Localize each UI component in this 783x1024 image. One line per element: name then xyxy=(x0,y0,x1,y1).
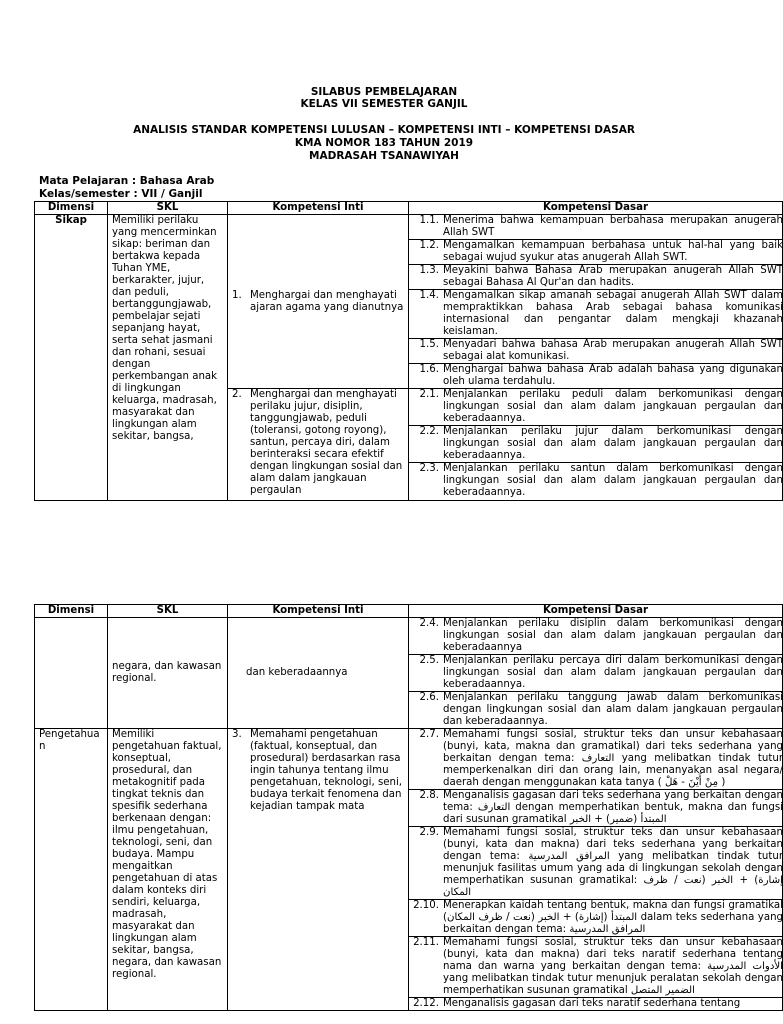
kd-number: 1.6. xyxy=(419,364,439,375)
ki-number: 1. xyxy=(232,289,242,301)
kd-number: 1.5. xyxy=(419,339,439,350)
kd-cell xyxy=(409,618,783,729)
col-ki: Kompetensi Inti xyxy=(228,202,409,215)
list-item xyxy=(409,290,782,339)
kd-number: 1.3. xyxy=(419,265,439,276)
kd-number: 1.1. xyxy=(419,215,439,226)
kd-text: Memahami fungsi sosial, struktur teks dan unsur kebahasaan (bunyi, kata dan makna) dari teks sederhana yang berkaitan dengan tema: المرافق المدرسية yang melibatkan tindak tutur menunjuk fasilitas umum yang ada di lingkungan sekolah dengan memperhatikan susunan gramatikal: إشارة) + الخبر (نعت / ظرف المكان xyxy=(443,827,783,898)
kd-text: Menjalankan perilaku santun dalam berkomunikasi dengan lingkungan sosial dan alam dalam jangkauan pergaulan dan keberadaannya. xyxy=(443,463,783,498)
kd-cell xyxy=(409,729,783,1011)
kd-text: Menghargai bahwa bahasa Arab adalah bahasa yang digunakan oleh ulama terdahulu. xyxy=(443,364,783,387)
kd-text: Meyakini bahwa Bahasa Arab merupakan anugerah Allah SWT sebagai Bahasa Al Qur'an dan hadits. xyxy=(443,265,783,288)
kd-cell xyxy=(409,215,783,389)
subject-label: Mata Pelajaran : Bahasa Arab xyxy=(39,175,215,187)
list-item xyxy=(409,426,782,463)
kd-cell xyxy=(409,389,783,501)
table-row xyxy=(35,215,783,389)
doc-regulation: KMA NOMOR 183 TAHUN 2019 xyxy=(294,137,474,149)
list-item xyxy=(409,655,782,692)
kd-number: 2.2. xyxy=(419,426,439,437)
list-item xyxy=(409,790,782,827)
kd-number: 2.10. xyxy=(413,900,439,911)
doc-school: MADRASAH TSANAWIYAH xyxy=(309,150,459,162)
kd-number: 2.4. xyxy=(419,618,439,629)
kd-text: Mengamalkan sikap amanah sebagai anugerah Allah SWT dalam mempraktikkan bahasa Arab sebagai bahasa komunikasi internasional dan pengantar dalam mengkaji khazanah keislaman. xyxy=(443,290,783,337)
list-item xyxy=(409,364,782,388)
ki-cell xyxy=(228,215,409,389)
doc-heading: ANALISIS STANDAR KOMPETENSI LULUSAN – KOMPETENSI INTI – KOMPETENSI DASAR xyxy=(133,124,635,136)
kd-text: Memahami fungsi sosial, struktur teks dan unsur kebahasaan (bunyi, kata, makna dan gramatikal) dari teks sederhana yang berkaitan dengan tema: التعارف yang melibatkan tindak tutur memperkenalkan diri dan orang lain, menanyakan asal negara/ daerah dengan menggunakan kata tanya ( مِنْ أَيْنَ - هَلْ ) xyxy=(443,729,783,788)
skl-cell: negara, dan kawasan regional. xyxy=(108,618,228,729)
list-item xyxy=(409,618,782,655)
col-kd: Kompetensi Dasar xyxy=(409,605,783,618)
col-dimensi: Dimensi xyxy=(35,202,108,215)
kd-number: 2.7. xyxy=(419,729,439,740)
ki-cell xyxy=(228,729,409,1011)
list-item xyxy=(409,937,782,998)
kd-text: Mengamalkan kemampuan berbahasa untuk hal-hal yang baik sebagai wujud syukur atas anugerah Allah SWT. xyxy=(443,240,783,263)
kd-text: Menjalankan perilaku tanggung jawab dalam berkomunikasi dengan lingkungan sosial dan alam dalam jangkauan pergaulan dan keberadaannya. xyxy=(443,692,783,727)
kd-number: 2.6. xyxy=(419,692,439,703)
kd-text: Menyadari bahwa bahasa Arab merupakan anugerah Allah SWT sebagai alat komunikasi. xyxy=(443,339,783,362)
ki-text: Menghargai dan menghayati perilaku jujur, disiplin, tanggungjawab, peduli (toleransi, gotong royong), santun, percaya diri, dalam berinteraksi secara efektif dengan lingkungan sosial dan alam dalam jangkauan pergaulan xyxy=(250,389,403,496)
list-item xyxy=(409,827,782,900)
kd-number: 1.2. xyxy=(419,240,439,251)
col-kd: Kompetensi Dasar xyxy=(409,202,783,215)
kd-text: Menerapkan kaidah tentang bentuk, makna dan fungsi gramatikal المبتدأ (إشارة) + الخبر (نعت / ظرف المكان) dalam teks sederhana yang berkaitan dengan tema: المرافق المدرسية xyxy=(443,900,783,935)
table-header-row xyxy=(35,605,783,618)
table-row xyxy=(35,618,783,729)
kd-text: Menganalisis gagasan dari teks naratif sederhana tentang xyxy=(443,998,741,1009)
list-item xyxy=(409,900,782,937)
kd-text: Menjalankan perilaku percaya diri dalam berkomunikasi dengan lingkungan sosial dan alam dalam jangkauan pergaulan dan keberadaannya. xyxy=(443,655,783,690)
table-row xyxy=(35,729,783,1011)
kd-text: Memahami fungsi sosial, struktur teks dan unsur kebahasaan (bunyi, kata dan makna) dari teks naratif sederhana tentang nama dan warna yang berkaitan dengan tema: الأدوات المدرسية yang melibatkan tindak tutur menunjuk peralatan sekolah dengan memperhatikan susunan gramatikal الضمير المتصل xyxy=(443,937,783,996)
kd-text: Menjalankan perilaku disiplin dalam berkomunikasi dengan lingkungan sosial dan alam dalam jangkauan pergaulan dan keberadaannya xyxy=(443,618,783,653)
kd-number: 2.11. xyxy=(413,937,439,948)
ki-cell: dan keberadaannya xyxy=(228,618,409,729)
ki-number: 2. xyxy=(232,389,242,400)
dimensi-cell: Sikap xyxy=(35,215,108,501)
kd-number: 2.5. xyxy=(419,655,439,666)
kd-number: 2.1. xyxy=(419,389,439,400)
ki-text: Menghargai dan menghayati ajaran agama yang dianutnya xyxy=(250,289,404,313)
col-ki: Kompetensi Inti xyxy=(228,605,409,618)
skl-cell: Memiliki perilaku yang mencerminkan sikap: beriman dan bertakwa kepada Tuhan YME, berkarakter, jujur, dan peduli, bertanggungjawab, pembelajar sejati sepanjang hayat, serta sehat jasmani dan rohani, sesuai dengan perkembangan anak di lingkungan keluarga, madrasah, masyarakat dan lingkungan alam sekitar, bangsa, xyxy=(108,215,228,501)
ki-cell xyxy=(228,389,409,501)
col-skl: SKL xyxy=(108,202,228,215)
list-item xyxy=(409,215,782,240)
dimensi-cell xyxy=(35,618,108,729)
list-item xyxy=(409,998,782,1010)
doc-title: SILABUS PEMBELAJARAN xyxy=(310,86,458,98)
kd-number: 2.8. xyxy=(419,790,439,801)
syllabus-table-1 xyxy=(34,201,783,501)
kd-text: Menerima bahwa kemampuan berbahasa merupakan anugerah Allah SWT xyxy=(443,215,783,238)
list-item xyxy=(409,692,782,728)
col-skl: SKL xyxy=(108,605,228,618)
kd-number: 2.12. xyxy=(413,998,439,1009)
list-item xyxy=(409,240,782,265)
table-header-row xyxy=(35,202,783,215)
kd-text: Menganalisis gagasan dari teks sederhana yang berkaitan dengan tema: التعارف dengan memperhatikan bentuk, makna dan fungsi dari susunan gramatikal المبتدأ (ضمير) + الخبر xyxy=(443,790,783,825)
col-dimensi: Dimensi xyxy=(35,605,108,618)
kd-number: 2.9. xyxy=(419,827,439,838)
kd-number: 2.3. xyxy=(419,463,439,474)
kd-number: 1.4. xyxy=(419,290,439,301)
list-item xyxy=(409,339,782,364)
list-item xyxy=(409,729,782,790)
ki-text: Memahami pengetahuan (faktual, konseptual, dan prosedural) berdasarkan rasa ingin tahunya tentang ilmu pengetahuan, teknologi, seni, budaya terkait fenomena dan kejadian tampak mata xyxy=(250,729,403,812)
list-item xyxy=(409,389,782,426)
dimensi-cell: Pengetahuan xyxy=(35,729,108,1011)
class-label: Kelas/semester : VII / Ganjil xyxy=(39,188,203,200)
syllabus-table-2 xyxy=(34,604,783,1011)
kd-text: Menjalankan perilaku jujur dalam berkomunikasi dengan lingkungan sosial dan alam dalam jangkauan pergaulan dan keberadaannya. xyxy=(443,426,783,461)
kd-text: Menjalankan perilaku peduli dalam berkomunikasi dengan lingkungan sosial dan alam dalam jangkauan pergaulan dan keberadaannya. xyxy=(443,389,783,424)
doc-subtitle: KELAS VII SEMESTER GANJIL xyxy=(300,98,468,110)
list-item xyxy=(409,265,782,290)
list-item xyxy=(409,463,782,499)
ki-number: 3. xyxy=(232,729,242,740)
skl-cell: Memiliki pengetahuan faktual, konseptual, prosedural, dan metakognitif pada tingkat teknis dan spesifik sederhana berkenaan dengan: ilmu pengetahuan, teknologi, seni, dan budaya. Mampu mengaitkan pengetahuan di atas dalam konteks diri sendiri, keluarga, madrasah, masyarakat dan lingkungan alam sekitar, bangsa, negara, dan kawasan regional. xyxy=(108,729,228,1011)
